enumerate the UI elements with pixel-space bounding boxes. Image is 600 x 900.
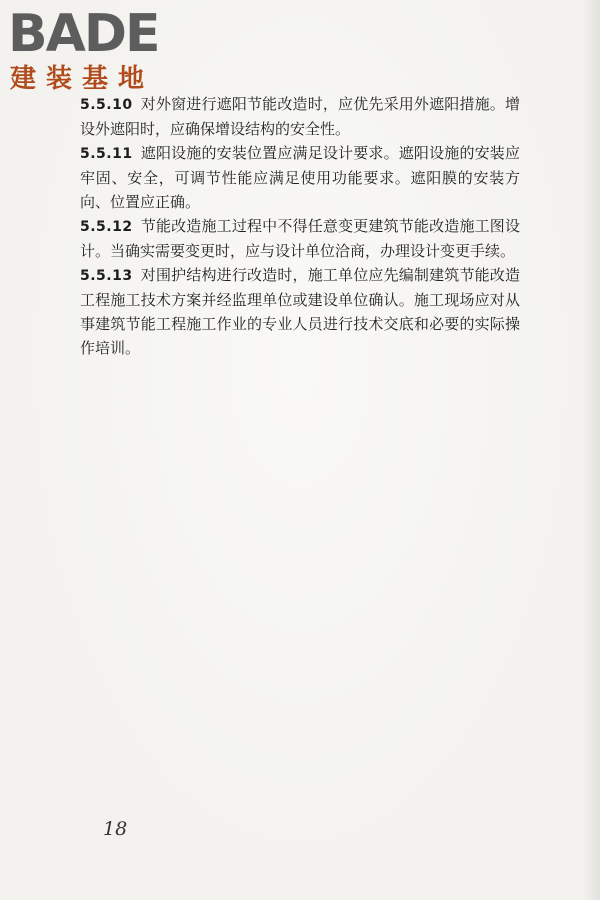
clause-5-5-13 <box>80 263 520 360</box>
clause-text: 对围护结构进行改造时，施工单位应先编制建筑节能改造工程施工技术方案并经监理单位或建设单位确认。施工现场应对从事建筑节能工程施工作业的专业人员进行技术交底和必要的实际操作培训。 <box>80 266 520 357</box>
logo-subtitle: 建装基地 <box>10 64 155 94</box>
clause-number: 5.5.12 <box>80 219 133 235</box>
clause-number: 5.5.10 <box>80 97 133 113</box>
page-number: 18 <box>103 818 128 840</box>
brand-logo <box>8 6 178 98</box>
clause-number: 5.5.11 <box>80 146 133 162</box>
clause-number: 5.5.13 <box>80 268 133 284</box>
logo-wordmark: BADE <box>8 4 159 64</box>
clause-text: 遮阳设施的安装位置应满足设计要求。遮阳设施的安装应牢固、安全，可调节性能应满足使用功能要求。遮阳膜的安装方向、位置应正确。 <box>80 144 520 211</box>
clause-5-5-10 <box>80 92 520 141</box>
clause-5-5-12 <box>80 214 520 263</box>
clause-text: 对外窗进行遮阳节能改造时，应优先采用外遮阳措施。增设外遮阳时，应确保增设结构的安全性。 <box>80 95 520 138</box>
clause-5-5-11 <box>80 141 520 214</box>
page-edge-shadow <box>582 0 600 900</box>
document-body <box>80 92 520 360</box>
clause-text: 节能改造施工过程中不得任意变更建筑节能改造施工图设计。当确实需要变更时，应与设计单位洽商，办理设计变更手续。 <box>80 217 520 260</box>
